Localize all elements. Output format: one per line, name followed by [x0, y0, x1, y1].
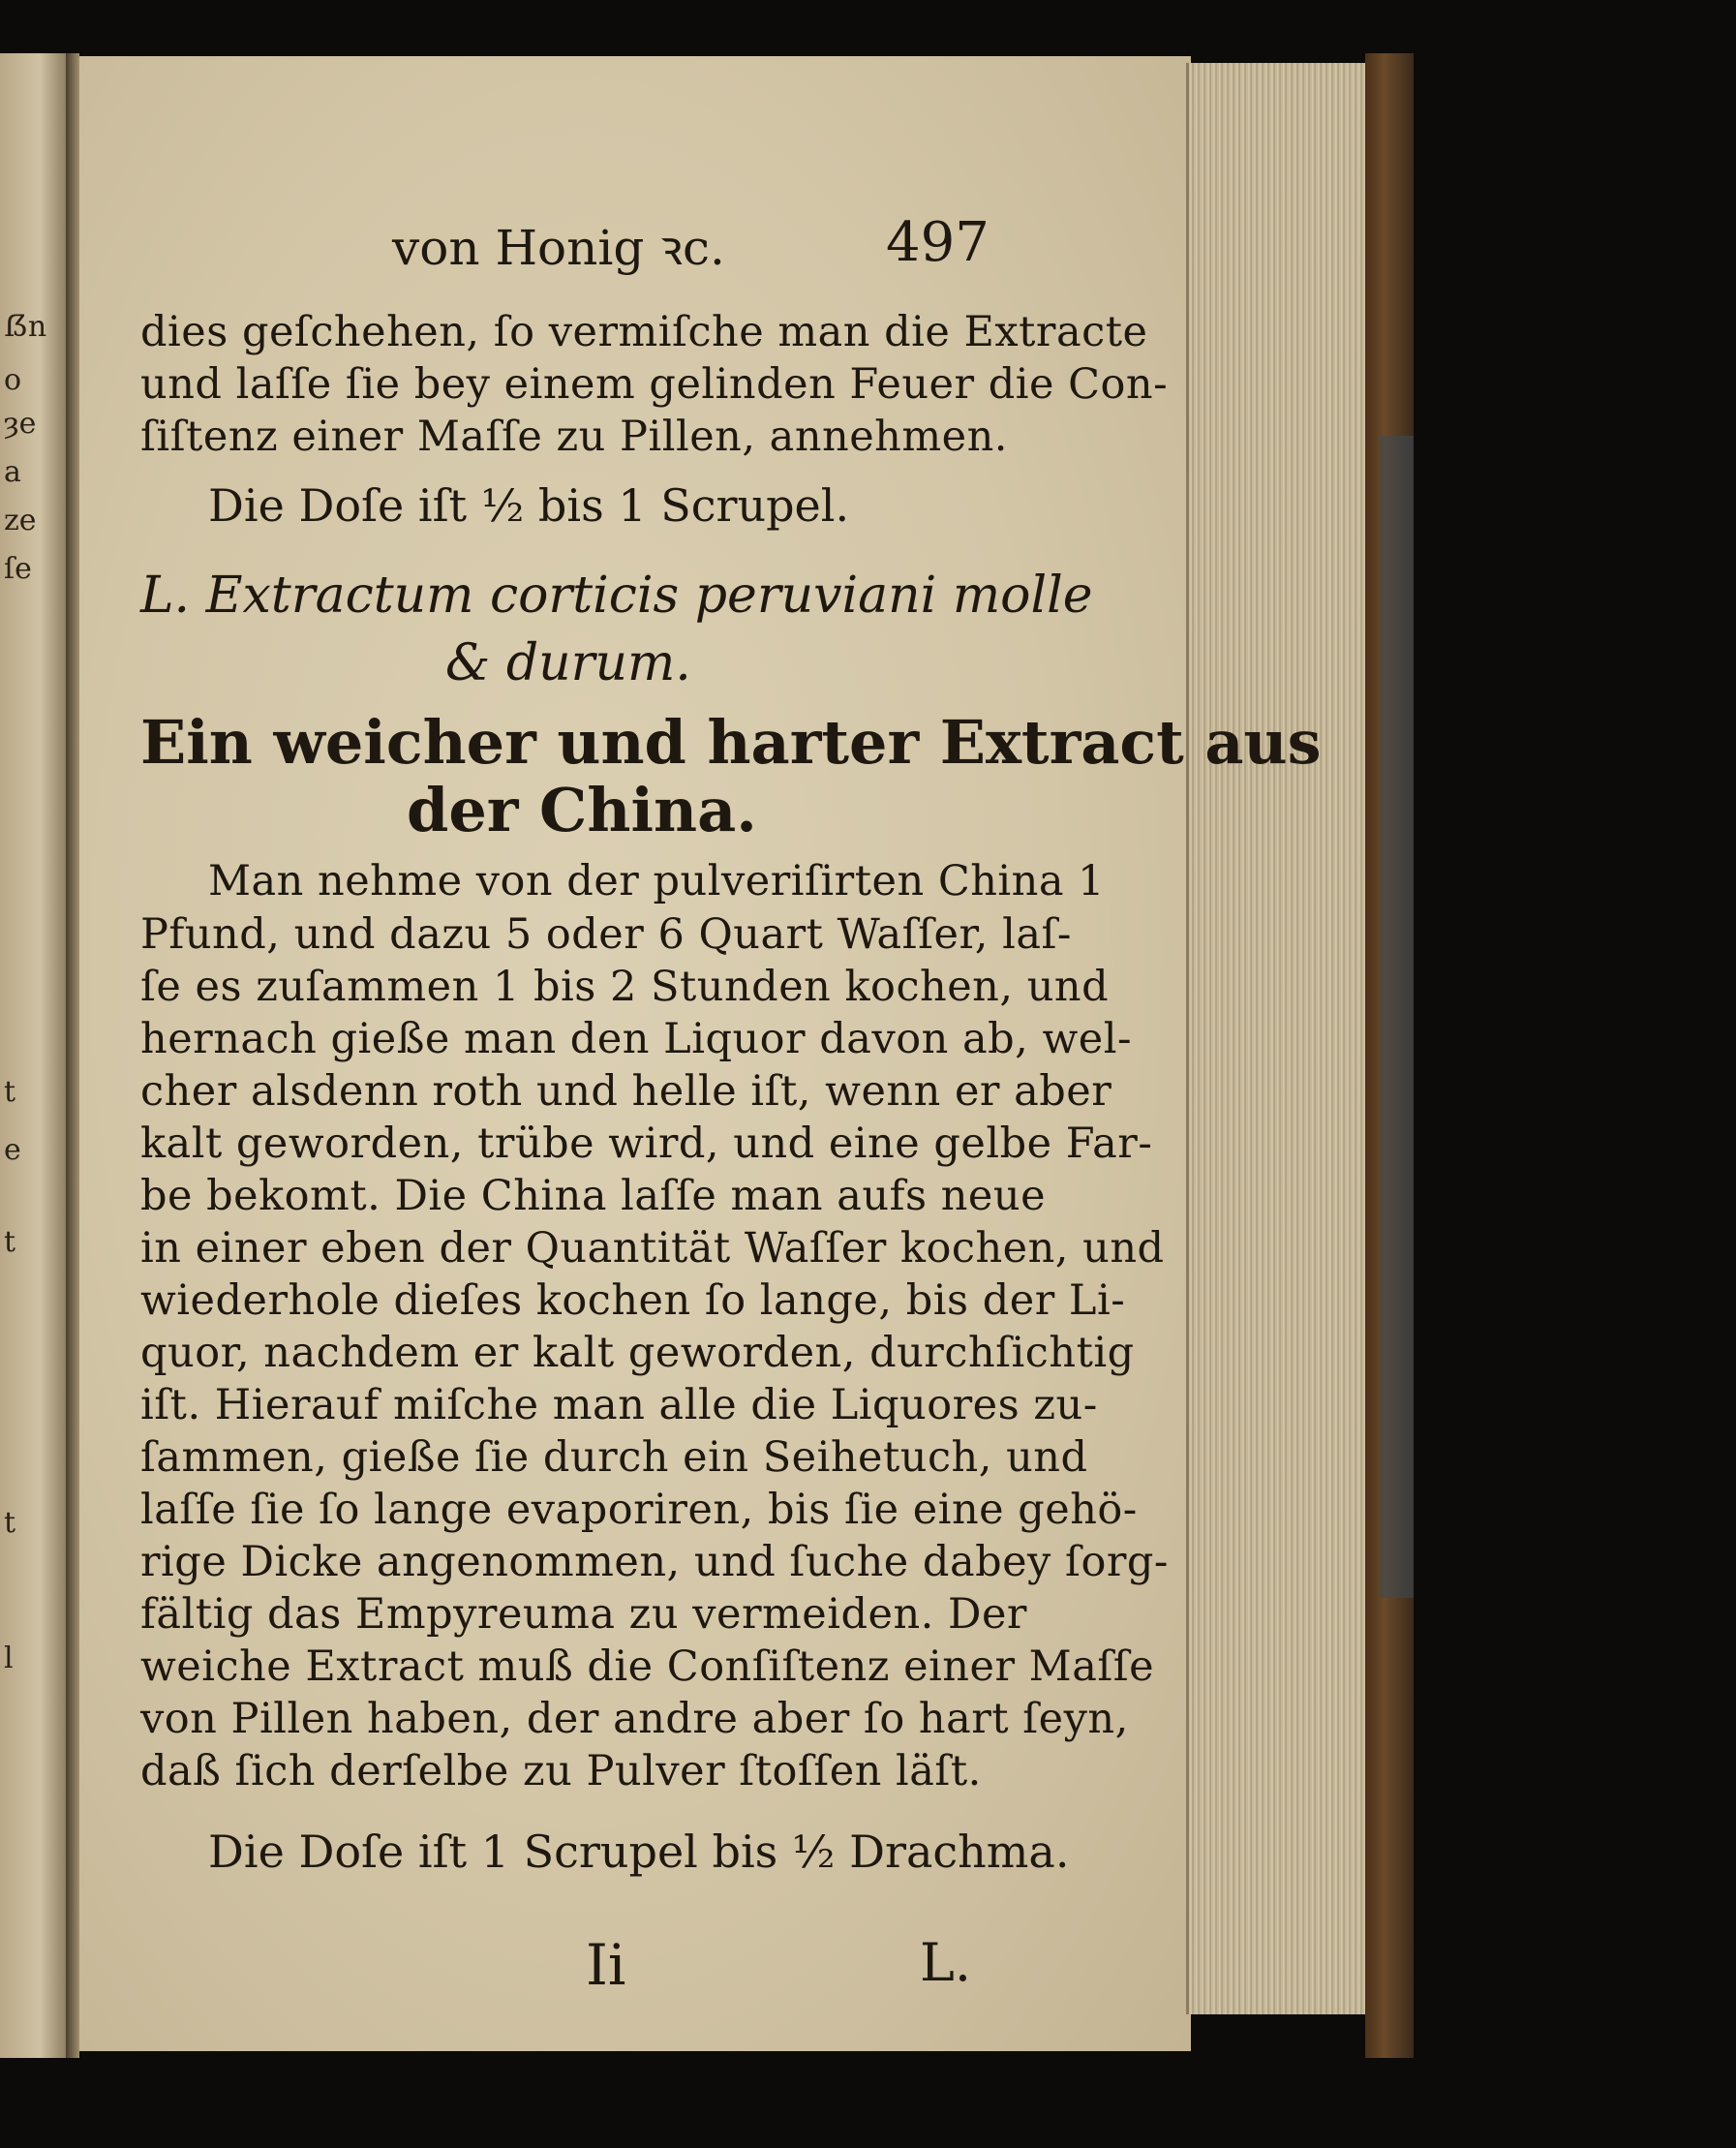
margin-fragment: a — [4, 455, 21, 489]
dose-line: Die Doſe iſt ½ bis 1 Scrupel. — [208, 479, 850, 532]
latin-title-line: L. Extractum corticis peruviani molle — [140, 567, 1093, 625]
book-gutter — [66, 53, 79, 2058]
section-heading: Ein weicher und harter Extract aus — [140, 707, 1322, 778]
text-line: quor, nachdem er kalt geworden, durchſichtig — [140, 1329, 1135, 1377]
signature-mark: Ii — [586, 1932, 626, 1998]
margin-fragment: ẞn — [4, 310, 47, 344]
margin-fragment: t — [4, 1075, 16, 1109]
margin-fragment: e — [4, 1133, 21, 1167]
page-block-edges — [1186, 63, 1373, 2014]
text-line: hernach gieße man den Liquor davon ab, wel- — [140, 1015, 1133, 1063]
text-line: ſiſtenz einer Maſſe zu Pillen, annehmen. — [140, 413, 1008, 461]
catchword: L. — [920, 1932, 972, 1993]
latin-title-line: & durum. — [445, 634, 691, 692]
section-heading: der China. — [407, 775, 757, 845]
cover-strip — [1380, 436, 1414, 1598]
text-line: Man nehme von der pulveriſirten China 1 — [208, 857, 1106, 905]
text-line: wiederhole dieſes kochen ſo lange, bis der Li- — [140, 1276, 1126, 1325]
margin-fragment: ſe — [4, 552, 32, 586]
page-number: 497 — [886, 211, 990, 274]
text-line: be bekomt. Die China laſſe man aufs neue — [140, 1172, 1047, 1220]
text-line: weiche Extract muß die Conſiſtenz einer Maſſe — [140, 1642, 1155, 1691]
text-line: von Pillen haben, der andre aber ſo hart ſeyn, — [140, 1695, 1129, 1743]
text-line: in einer eben der Quantität Waſſer kochen, und — [140, 1224, 1165, 1273]
margin-fragment: t — [4, 1506, 16, 1540]
running-title: von Honig ꝛc. — [392, 220, 725, 276]
text-line: laſſe ſie ſo lange evaporiren, bis ſie eine gehö- — [140, 1486, 1138, 1534]
text-line: und laſſe ſie bey einem gelinden Feuer die Con- — [140, 360, 1169, 409]
previous-page-edge — [0, 53, 66, 2058]
text-line: daß ſich derſelbe zu Pulver ſtoſſen läſt. — [140, 1747, 982, 1795]
margin-fragment: t — [4, 1225, 16, 1259]
margin-fragment: ȝe — [4, 407, 37, 441]
text-line: ſe es zuſammen 1 bis 2 Stunden kochen, und — [140, 963, 1110, 1011]
margin-fragment: l — [4, 1642, 14, 1675]
text-line: rige Dicke angenommen, und ſuche dabey ſorg- — [140, 1538, 1169, 1586]
text-line: dies geſchehen, ſo vermiſche man die Extracte — [140, 308, 1148, 356]
text-line: cher alsdenn roth und helle iſt, wenn er aber — [140, 1067, 1112, 1116]
text-line: ſammen, gieße ſie durch ein Seihetuch, und — [140, 1433, 1088, 1482]
dose-line: Die Doſe iſt 1 Scrupel bis ½ Drachma. — [208, 1826, 1070, 1878]
margin-fragment: o — [4, 363, 22, 397]
text-line: Pfund, und dazu 5 oder 6 Quart Waſſer, laſ- — [140, 910, 1072, 959]
text-line: fältig das Empyreuma zu vermeiden. Der — [140, 1590, 1027, 1639]
text-line: iſt. Hierauf miſche man alle die Liquores zu- — [140, 1381, 1098, 1429]
text-line: kalt geworden, trübe wird, und eine gelbe Far- — [140, 1120, 1153, 1168]
margin-fragment: ze — [4, 504, 37, 537]
